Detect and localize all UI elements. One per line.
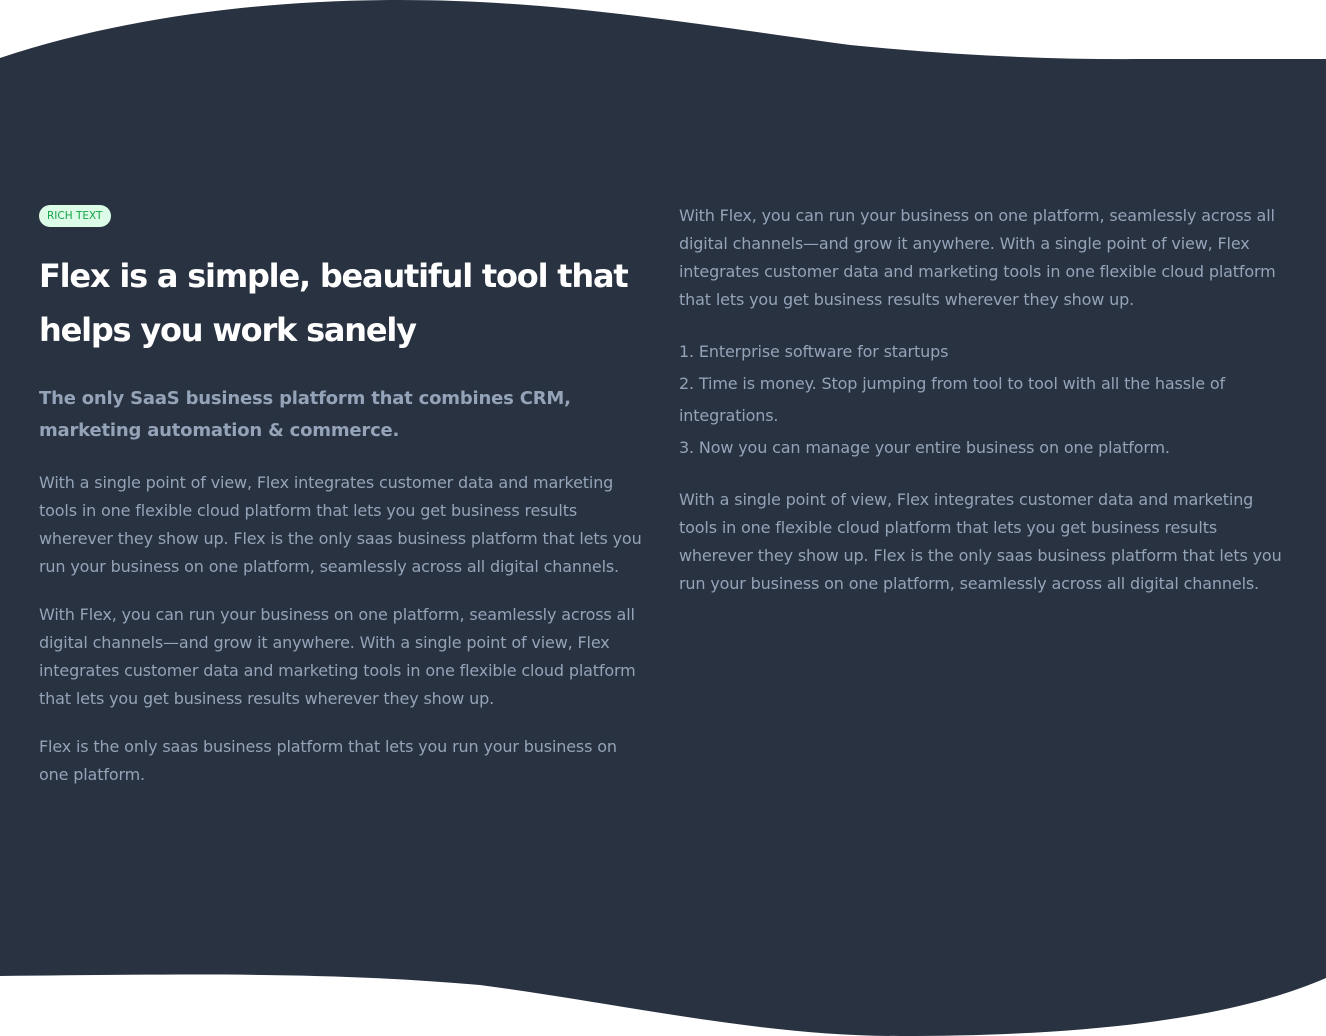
page-title: Flex is a simple, beautiful tool that helps you work sanely bbox=[39, 257, 628, 349]
right-column bbox=[679, 204, 1291, 598]
intro-paragraph: With Flex, you can run your business on one platform, seamlessly across all digital channels—and grow it anywhere. With a single point of view, Flex integrates customer data and marketing tools in one flexible cloud platform that lets you get business results wherever they show up. bbox=[679, 206, 1276, 309]
subtitle: The only SaaS business platform that combines CRM, marketing automation & commerce. bbox=[39, 388, 571, 441]
list-item: 2. Time is money. Stop jumping from tool to tool with all the hassle of integrations. bbox=[679, 374, 1225, 425]
body-paragraph: With a single point of view, Flex integrates customer data and marketing tools in one flexible cloud platform that lets you get business results wherever they show up. Flex is the only saas business platform that lets you run your business on one platform, seamlessly across all digital channels. bbox=[39, 473, 642, 576]
body-paragraph: Flex is the only saas business platform that lets you run your business on one platform. bbox=[39, 737, 617, 784]
body-paragraph: With Flex, you can run your business on one platform, seamlessly across all digital channels—and grow it anywhere. With a single point of view, Flex integrates customer data and marketing tools in one flexible cloud platform that lets you get business results wherever they show up. bbox=[39, 605, 636, 708]
list-item: 3. Now you can manage your entire business on one platform. bbox=[679, 438, 1170, 457]
outro-paragraph: With a single point of view, Flex integrates customer data and marketing tools in one flexible cloud platform that lets you get business results wherever they show up. Flex is the only saas business platform that lets you run your business on one platform, seamlessly across all digital channels. bbox=[679, 490, 1282, 593]
left-column bbox=[39, 204, 651, 789]
list-item: 1. Enterprise software for startups bbox=[679, 342, 949, 361]
rich-text-badge: RICH TEXT bbox=[39, 205, 111, 227]
feature-list bbox=[679, 336, 1291, 464]
